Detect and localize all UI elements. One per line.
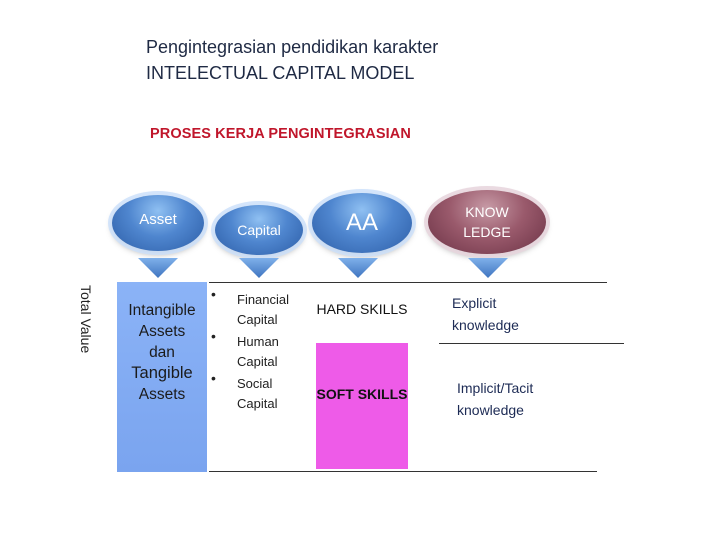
capital-header-label: Capital	[237, 222, 281, 238]
asset-header-ellipse	[112, 195, 204, 251]
top-divider-line	[209, 282, 607, 283]
capital-type-list	[210, 290, 305, 416]
subtitle: PROSES KERJA PENGINTEGRASIAN	[150, 126, 411, 142]
asset-text-line: dan	[149, 344, 175, 361]
down-arrow-icon	[239, 258, 279, 278]
total-value-label: Total Value	[78, 285, 94, 354]
knowledge-header-label: KNOW LEDGE	[463, 204, 511, 240]
aa-header-ellipse	[312, 193, 412, 253]
aa-header-label: AA	[345, 209, 378, 236]
capital-type-item: • Social Capital	[210, 374, 305, 414]
down-arrow-icon	[468, 258, 508, 278]
title-line-2: INTELECTUAL CAPITAL MODEL	[146, 63, 415, 83]
down-arrow-icon	[138, 258, 178, 278]
capital-header-ellipse	[215, 205, 303, 255]
knowledge-header-ellipse	[428, 190, 546, 254]
bottom-divider-line	[209, 471, 597, 472]
soft-skills-box	[316, 343, 408, 469]
knowledge-divider-line	[439, 343, 624, 344]
explicit-knowledge-label: Explicit knowledge	[452, 295, 519, 333]
title-line-1: Pengintegrasian pendidikan karakter	[146, 37, 439, 57]
implicit-knowledge-label: Implicit/Tacit knowledge	[457, 380, 534, 418]
asset-text-line: Assets	[138, 386, 186, 403]
hard-skills-label: HARD SKILLS	[316, 301, 408, 317]
asset-text-line: Intangible	[128, 302, 196, 319]
soft-skills-label: SOFT SKILLS	[316, 386, 408, 402]
asset-header-label: Asset	[139, 210, 177, 228]
down-arrow-icon	[338, 258, 378, 278]
capital-type-item: • Financial Capital	[210, 290, 305, 330]
asset-text-line: Assets	[138, 323, 186, 340]
asset-text-line: Tangible	[131, 364, 193, 382]
asset-description	[117, 300, 207, 405]
capital-type-item: • Human Capital	[210, 332, 305, 372]
